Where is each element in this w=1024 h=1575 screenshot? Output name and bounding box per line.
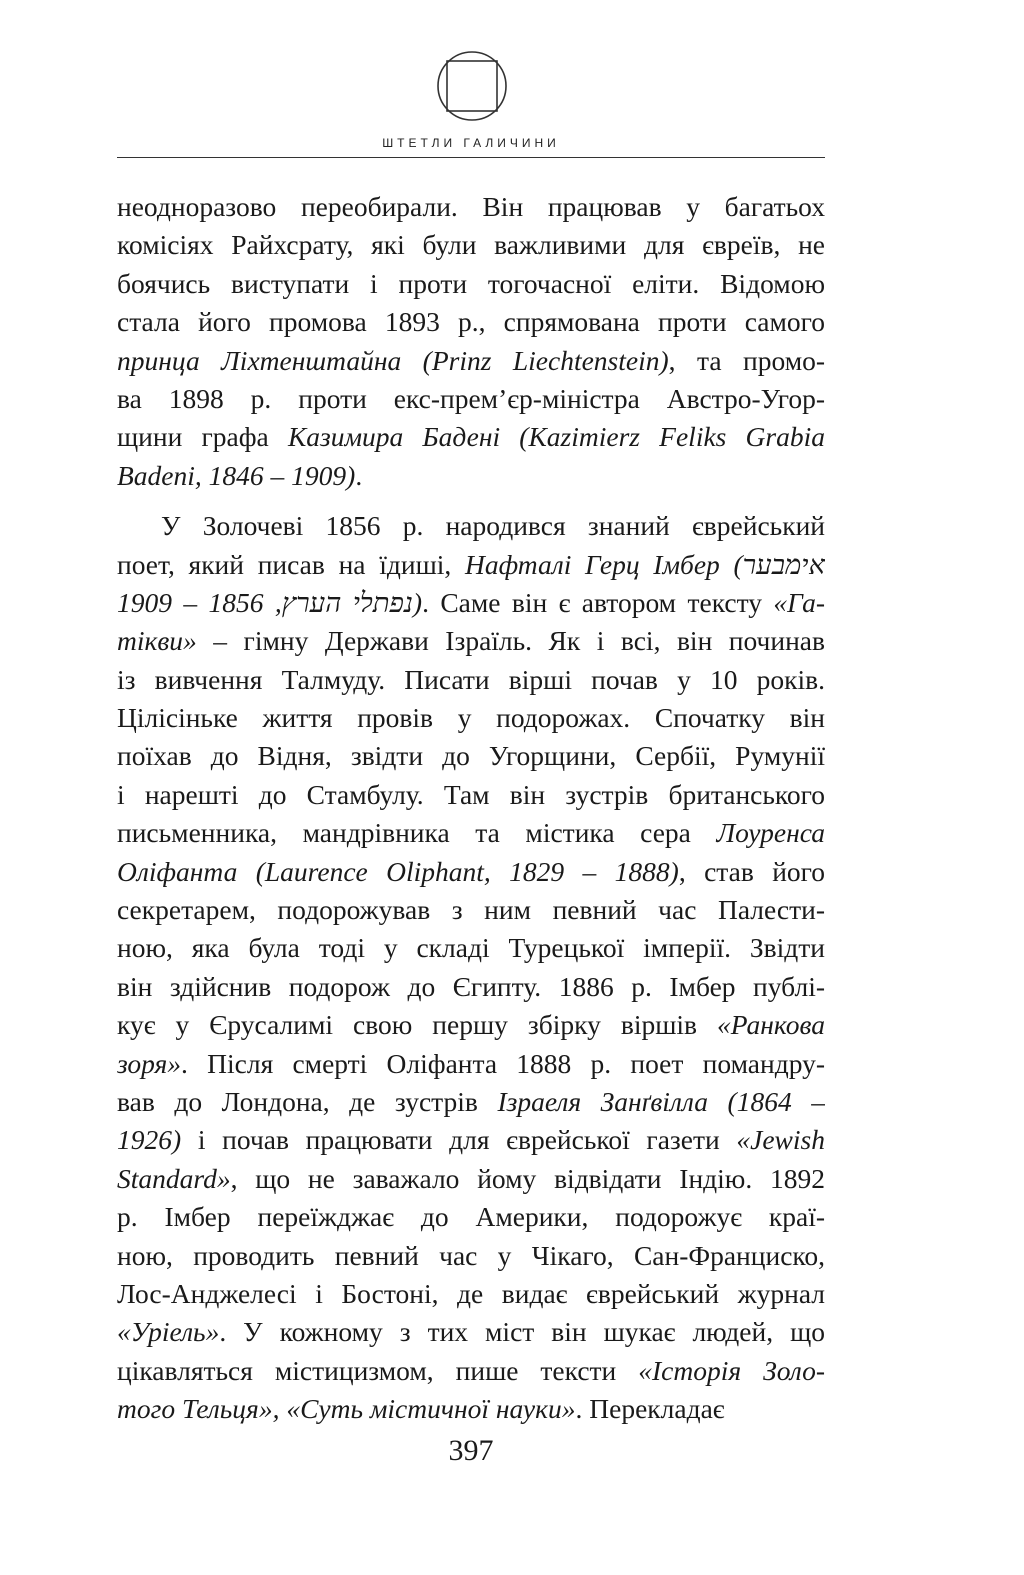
text-line: [117, 1198, 825, 1236]
text-run: . Саме він є автором тексту: [422, 586, 774, 618]
text-line: [117, 776, 825, 814]
italic-run: Оліфанта (Laurence Oliphant, 1829 – 1888): [117, 855, 679, 887]
text-line: [117, 1121, 825, 1159]
italic-run: тікви»: [117, 625, 197, 657]
text-run: і почав працювати для єврейської газети: [181, 1124, 737, 1156]
text-run: – гімну Держави Ізраїль. Як і всі, він починав: [196, 625, 825, 657]
text-line: [117, 380, 825, 418]
main-text: [117, 188, 825, 1429]
text-line: [117, 891, 825, 929]
text-line: [117, 661, 825, 699]
italic-run: «Уріель»: [117, 1316, 220, 1348]
text-line: [117, 418, 825, 456]
text-line: [117, 1006, 825, 1044]
text-run: Лос-Анджелесі і Бостоні, де видає єврейський журнал: [117, 1277, 825, 1309]
italic-run: Badeni, 1846 – 1909): [117, 459, 356, 491]
italic-run: Казимира Бадені (Kazimierz Feliks Grabia: [287, 421, 825, 453]
circle-square-emblem-icon: [436, 50, 508, 122]
paragraph-gap: [117, 495, 825, 507]
italic-run: «Історія Золо-: [638, 1354, 825, 1386]
italic-run: נפתלי הערץ, 1856 – 1909): [117, 586, 423, 618]
text-run: Цілісіньке життя провів у подорожах. Спочатку він: [117, 702, 825, 734]
text-run: цікавляться містицизмом, пише тексти: [117, 1354, 639, 1386]
text-line: [117, 1313, 825, 1351]
italic-run: Ізраеля Занґвілла (1864 –: [497, 1085, 825, 1117]
text-line: [117, 968, 825, 1006]
italic-run: 1926): [117, 1124, 182, 1156]
text-run: із вивчення Талмуду. Писати вірші почав у 10 років.: [117, 663, 825, 695]
text-run: ва 1898 р. проти екс-прем’єр-міністра Австро-Угор-: [117, 382, 825, 414]
text-run: .: [355, 459, 363, 491]
text-run: ною, проводить певний час у Чікаго, Сан-Франциско,: [117, 1239, 825, 1271]
italic-run: «Jewish: [736, 1124, 825, 1156]
paragraph: [117, 188, 825, 495]
text-run: секретарем, подорожував з ним певний час Палести-: [117, 894, 825, 926]
text-line: [117, 853, 825, 891]
header-rule: [117, 157, 825, 158]
text-line: [117, 342, 825, 380]
text-run: поїхав до Відня, звідти до Угорщини, Сербії, Румунії: [117, 740, 825, 772]
text-run: р. Імбер переїжджає до Америки, подорожує краї-: [117, 1201, 825, 1233]
text-line: [117, 1352, 825, 1390]
text-run: кує у Єрусалимі свою першу збірку віршів: [117, 1009, 718, 1041]
italic-run: зоря»: [117, 1047, 182, 1079]
italic-run: Лоуренса: [716, 817, 825, 849]
text-line: [117, 265, 825, 303]
italic-run: принца Ліхтенштайна (Prinz Liechtenstein): [117, 344, 669, 376]
text-line: [117, 584, 825, 622]
text-run: комісіях Райхсрату, які були важливими для євреїв, не: [117, 229, 825, 261]
text-run: ною, яка була тоді у складі Турецької імперії. Звідти: [117, 932, 825, 964]
text-line: [117, 1083, 825, 1121]
text-run: . Після смерті Оліфанта 1888 р. поет помандру-: [181, 1047, 825, 1079]
text-run: , став його: [678, 855, 825, 887]
text-line: [117, 1275, 825, 1313]
text-run: . У кожному з тих міст він шукає людей, що: [219, 1316, 825, 1348]
text-line: [117, 737, 825, 775]
text-line: [117, 929, 825, 967]
text-run: стала його промова 1893 р., спрямована проти самого: [117, 306, 825, 338]
italic-run: того Тельця», «Суть містичної науки»: [117, 1393, 576, 1425]
page-number: 397: [448, 1434, 494, 1467]
running-title: ШТЕТЛИ ГАЛИЧИНИ: [382, 136, 560, 150]
italic-run: «Ранкова: [717, 1009, 825, 1041]
text-run: , та промо-: [668, 344, 825, 376]
text-line: [117, 699, 825, 737]
text-run: боячись виступати і проти тогочасної еліти. Відомою: [117, 267, 825, 299]
text-line: [117, 1045, 825, 1083]
text-line: [117, 546, 825, 584]
text-line: [117, 1160, 825, 1198]
paragraph: [117, 507, 825, 1428]
text-line: [117, 814, 825, 852]
text-run: неодноразово переобирали. Він працював у багатьох: [117, 191, 825, 222]
text-line: [117, 507, 825, 545]
text-line: [117, 1390, 825, 1428]
text-line: [117, 1237, 825, 1275]
text-run: . Перекладає: [575, 1393, 725, 1425]
italic-run: «Га-: [773, 586, 825, 618]
text-run: поет, який писав на їдиші,: [117, 548, 465, 580]
italic-run: Standard»: [117, 1162, 231, 1194]
text-run: письменника, мандрівника та містика сера: [117, 817, 717, 849]
text-run: він здійснив подорож до Єгипту. 1886 р. Імбер публі-: [117, 970, 825, 1002]
text-run: щини графа: [117, 421, 288, 453]
text-line: [117, 457, 825, 495]
text-line: [117, 303, 825, 341]
italic-run: Нафталі Герц Імбер (אימבער: [464, 548, 825, 580]
text-line: [117, 226, 825, 264]
text-run: У Золочеві 1856 р. народився знаний єврейський: [161, 510, 825, 542]
text-run: , що не заважало йому відвідати Індію. 1892: [230, 1162, 825, 1194]
text-line: [117, 188, 825, 226]
text-run: вав до Лондона, де зустрів: [117, 1085, 498, 1117]
text-run: і нарешті до Стамбулу. Там він зустрів британського: [117, 778, 825, 810]
text-line: [117, 622, 825, 660]
